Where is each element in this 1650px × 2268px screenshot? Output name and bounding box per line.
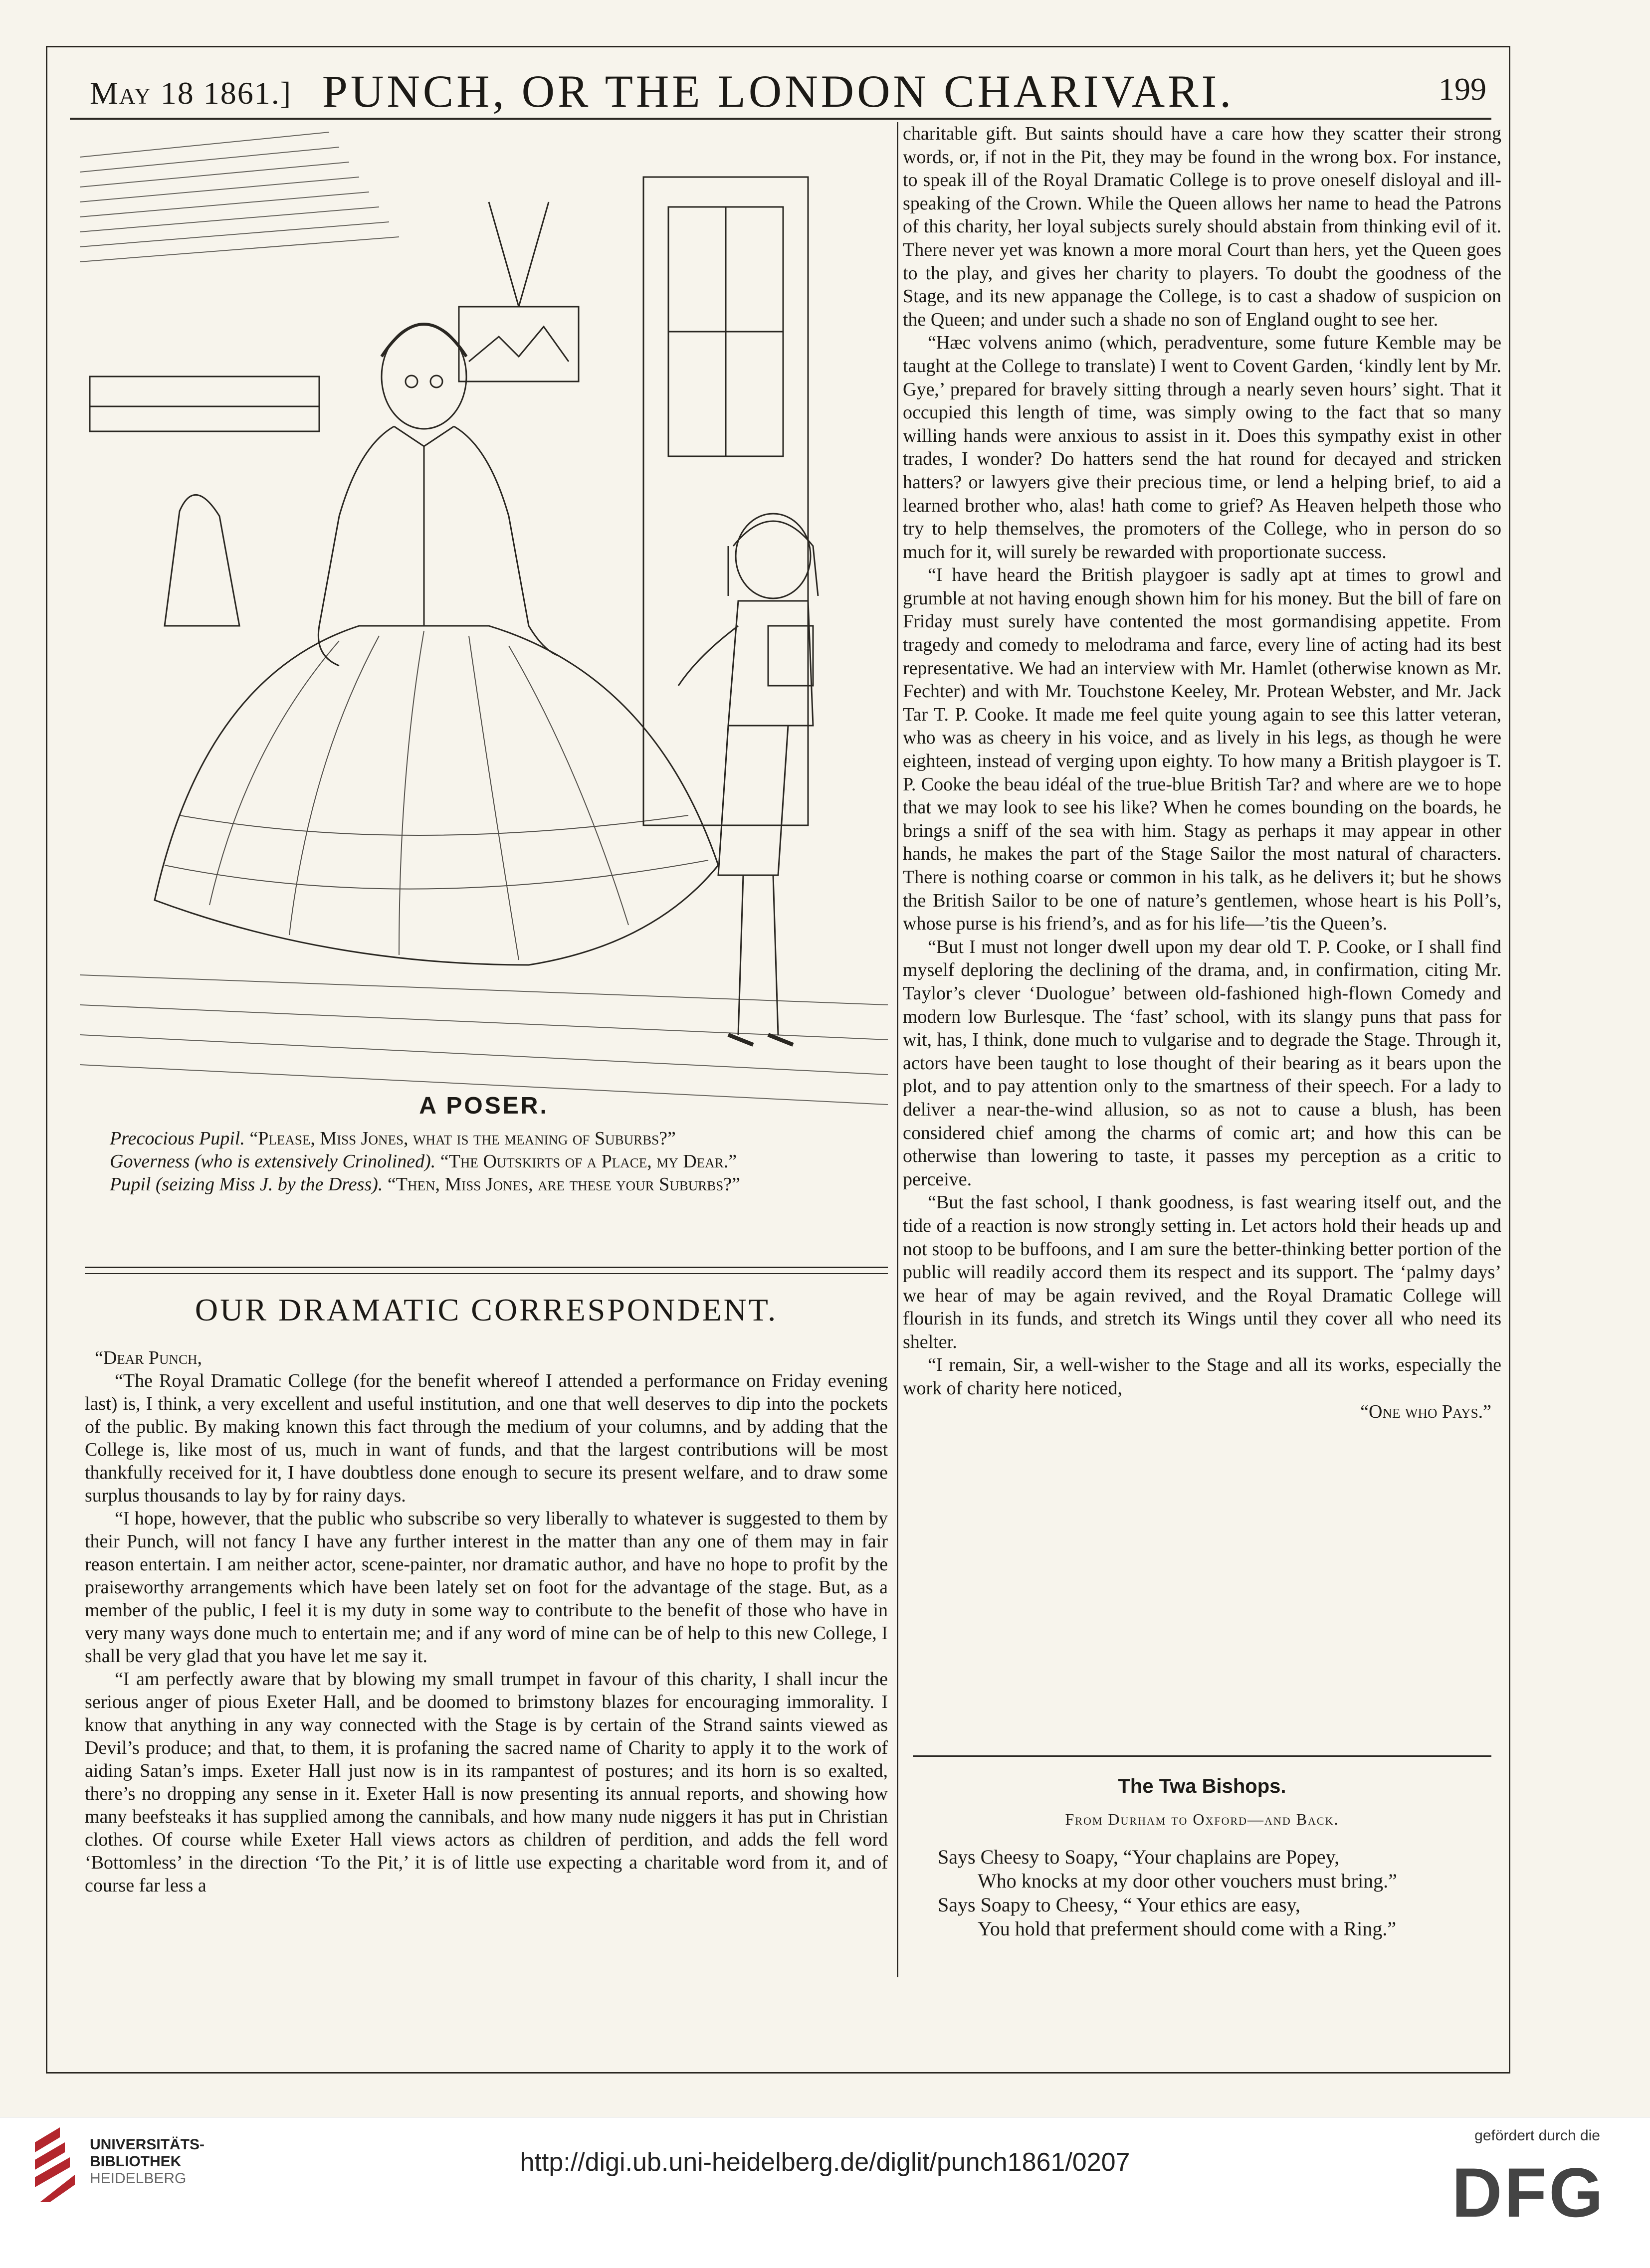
article-title: OUR DRAMATIC CORRESPONDENT. [195, 1292, 778, 1327]
salutation: “Dear Punch, [95, 1347, 202, 1368]
paragraph: “I am perfectly aware that by blowing my small trumpet in favour of this charity, I shall incur the serious anger of pious Exeter Hall, and be doomed to brimstony blazes for encouraging immorality. I know that anything in any way connected with the Stage is by certain of the Strand saints viewed as Devil’s produce; and that, to them, it is profaning the sacred name of Charity to apply it to the work of aiding Satan’s imps. Exeter Hall just now is in its rampantest of postures; and its horn is so exalted, there’s no dropping any sense in it. Exeter Hall is now presenting its annual reports, and showing how many beefsteaks it has supplied among the cannibals, and how many nude niggers it has put in Christian clothes. Of course while Exeter Hall views actors as children of perdition, and adds the fell word ‘Bottomless’ in the direction ‘To the Pit,’ it is of little use expecting a charitable word from it, and of course far less a [85, 1669, 888, 1896]
article-left-column [85, 1346, 888, 1897]
caption-line [85, 1150, 888, 1173]
dfg-logo: DFG [1451, 2153, 1605, 2232]
footer-bar [0, 2117, 1650, 2268]
poem-line: Says Soapy to Cheesy, “ Your ethics are easy, [938, 1893, 1300, 1916]
masthead-rule [70, 118, 1491, 120]
cartoon-caption [85, 1127, 888, 1196]
paragraph: “I have heard the British playgoer is sadly apt at times to growl and grumble at not having enough shown him for his money. But the bill of fare on Friday must surely have contented the most gormandising appetite. From tragedy and comedy to melodrama and farce, every line of acting had its best representative. We had an interview with Mr. Hamlet (otherwise known as Mr. Fechter) and with Mr. Touchstone Keeley, Mr. Protean Webster, and Mr. Jack Tar T. P. Cooke. It made me feel quite young again to see this latter veteran, who was as cheery in his voice, and as lively in his legs, as though he were eighteen, instead of verging upon eighty. To how many a British playgoer is T. P. Cooke the beau idéal of the true-blue British Tar? and where are we to hope that we may look to see his like? When he comes bounding on the boards, he brings a sniff of the sea with him. Stagy as perhaps it may appear in other hands, he makes the part of the Stage Sailor the most natural of characters. There is nothing coarse or common in his talk, as he delivers it; but he shows the British Sailor to be one of nature’s gentlemen, whose heart is his Poll’s, whose purse is his friend’s, and as for his life—’tis the Queen’s. [903, 565, 1501, 935]
caption-speech: “Please, Miss Jones, what is the meaning of Suburbs?” [249, 1128, 676, 1149]
poem-subtitle: From Durham to Oxford—and Back. [1065, 1810, 1339, 1828]
permalink-url[interactable]: http://digi.ub.uni-heidelberg.de/diglit/punch1861/0207 [520, 2148, 1130, 2177]
masthead-title: PUNCH, OR THE LONDON CHARIVARI. [322, 66, 1235, 117]
masthead-date: May 18 1861.] [90, 75, 292, 111]
caption-speaker: Precocious Pupil. [110, 1128, 245, 1149]
section-rule [85, 1267, 888, 1274]
poem-rule [913, 1755, 1491, 1757]
cartoon-title: A POSER. [419, 1093, 549, 1119]
cartoon-illustration [80, 127, 888, 1107]
page-number: 199 [1439, 71, 1486, 107]
caption-speech: “The Outskirts of a Place, my Dear.” [440, 1151, 737, 1172]
paragraph: “I hope, however, that the public who subscribe so very liberally to whatever is suggested to them by their Punch, will not fancy I have any further interest in the matter than any one of them may in fair reason entertain. I am neither actor, scene-painter, nor dramatic author, and have no hope to profit by the praiseworthy arrangements which have been lately set on foot for the advantage of the stage. But, as a member of the public, I feel it is my duty in some way to contribute to the benefit of those who have in very many ways done much to entertain me; and if any word of mine can be of help to this new College, I shall be very glad that you have let me say it. [85, 1508, 888, 1667]
article-right-column [903, 122, 1501, 1423]
library-name-line: HEIDELBERG [90, 2170, 187, 2187]
paragraph: “But the fast school, I thank goodness, is fast wearing itself out, and the tide of a reaction is now strongly setting in. Let actors hold their heads up and not stoop to be buffoons, and I am sure the better-thinking better portion of the public will readily accord them its respect and its support. The ‘palmy days’ we hear of may be again revived, and the Royal Dramatic College will flourish in its funds, and stretch its Wings until they cover all who need its shelter. [903, 1192, 1501, 1352]
library-name-line: BIBLIOTHEK [90, 2153, 182, 2170]
poem-line: Says Cheesy to Soapy, “Your chaplains are Popey, [938, 1846, 1340, 1868]
paragraph: “I remain, Sir, a well-wisher to the Stage and all its works, especially the work of charity here noticed, [903, 1354, 1501, 1399]
masthead [60, 55, 1496, 115]
funder-label: gefördert durch die [1474, 2127, 1600, 2144]
column-rule [897, 122, 898, 1977]
caption-line [85, 1173, 888, 1196]
paragraph: “But I must not longer dwell upon my dear old T. P. Cooke, or I shall find myself deploring the declining of the drama, and, in confirmation, citing Mr. Taylor’s clever ‘Duologue’ between old-fashioned high-flown Comedy and modern low Burlesque. The ‘fast’ school, with its slangy puns that pass for wit, has, I think, done much to vulgarise and to degrade the Stage. Through it, actors have been taught to lose thought of their bearing as it bears upon the plot, and to pay attention only to the smartness of their speech. For a lady to deliver a near-the-wind allusion, so as not to cause a blush, has been considered chief among the charms of comic art; and how this can be otherwise than lowering to taste, it passes my perception as a critic to perceive. [903, 936, 1501, 1190]
library-name-line: UNIVERSITÄTS- [90, 2136, 205, 2153]
paragraph: “Hæc volvens animo (which, peradventure, some future Kemble may be taught at the College to translate) I went to Covent Garden, ‘kindly lent by Mr. Gye,’ prepared for bravely sitting through a nearly seven hours’ sight. That it occupied this length of time, was simply owing to the fact that so many willing hands were anxious to assist in it. Does this sympathy exist in other trades, I wonder? Do hatters send the hat round for decayed and stricken hatters? or lawyers give their precious time, or lend a helping brief, to aid a learned brother who, alas! hath come to grief? As Heaven helpeth those who try to help themselves, the promoters of the College, who in person do so much for it, will surely be rewarded with proportionate success. [903, 332, 1501, 563]
caption-speaker: Governess (who is extensively Crinolined). [110, 1151, 436, 1172]
signature: “One who Pays.” [1360, 1401, 1491, 1422]
poem-title: The Twa Bishops. [1118, 1775, 1286, 1797]
poem-line: You hold that preferment should come with a Ring.” [978, 1917, 1397, 1940]
caption-speech: “Then, Miss Jones, are these your Suburbs?” [387, 1174, 740, 1195]
caption-line [85, 1127, 888, 1150]
poem-body [938, 1845, 1496, 1941]
poem-line: Who knocks at my door other vouchers must bring.” [978, 1870, 1397, 1892]
paragraph: charitable gift. But saints should have a care how they scatter their strong words, or, if not in the Pit, they may be found in the wrong box. For instance, to speak ill of the Royal Dramatic College is to prove oneself disloyal and ill-speaking of the Crown. While the Queen allows her name to head the Patrons of this charity, her loyal subjects surely should abstain from thinking evil of it. There never yet was known a more moral Court than hers, yet the Queen goes to the play, and gives her charity to players. To doubt the goodness of the Stage, and its new appanage the College, is to cast a shadow of suspicion on the Queen; and under such a shade no son of England ought to see her. [903, 123, 1501, 330]
caption-speaker: Pupil (seizing Miss J. by the Dress). [110, 1174, 383, 1195]
paragraph: “The Royal Dramatic College (for the benefit whereof I attended a performance on Friday evening last) is, I think, a very excellent and useful institution, and one that well deserves to dip into the pockets of the public. By making known this fact through the medium of your columns, and by adding that the College is, like most of us, much in want of funds, and that the largest contributions will be most thankfully received for it, I have doubtless done enough to secure its present welfare, and to draw some surplus thousands to lay by for rainy days. [85, 1370, 888, 1506]
